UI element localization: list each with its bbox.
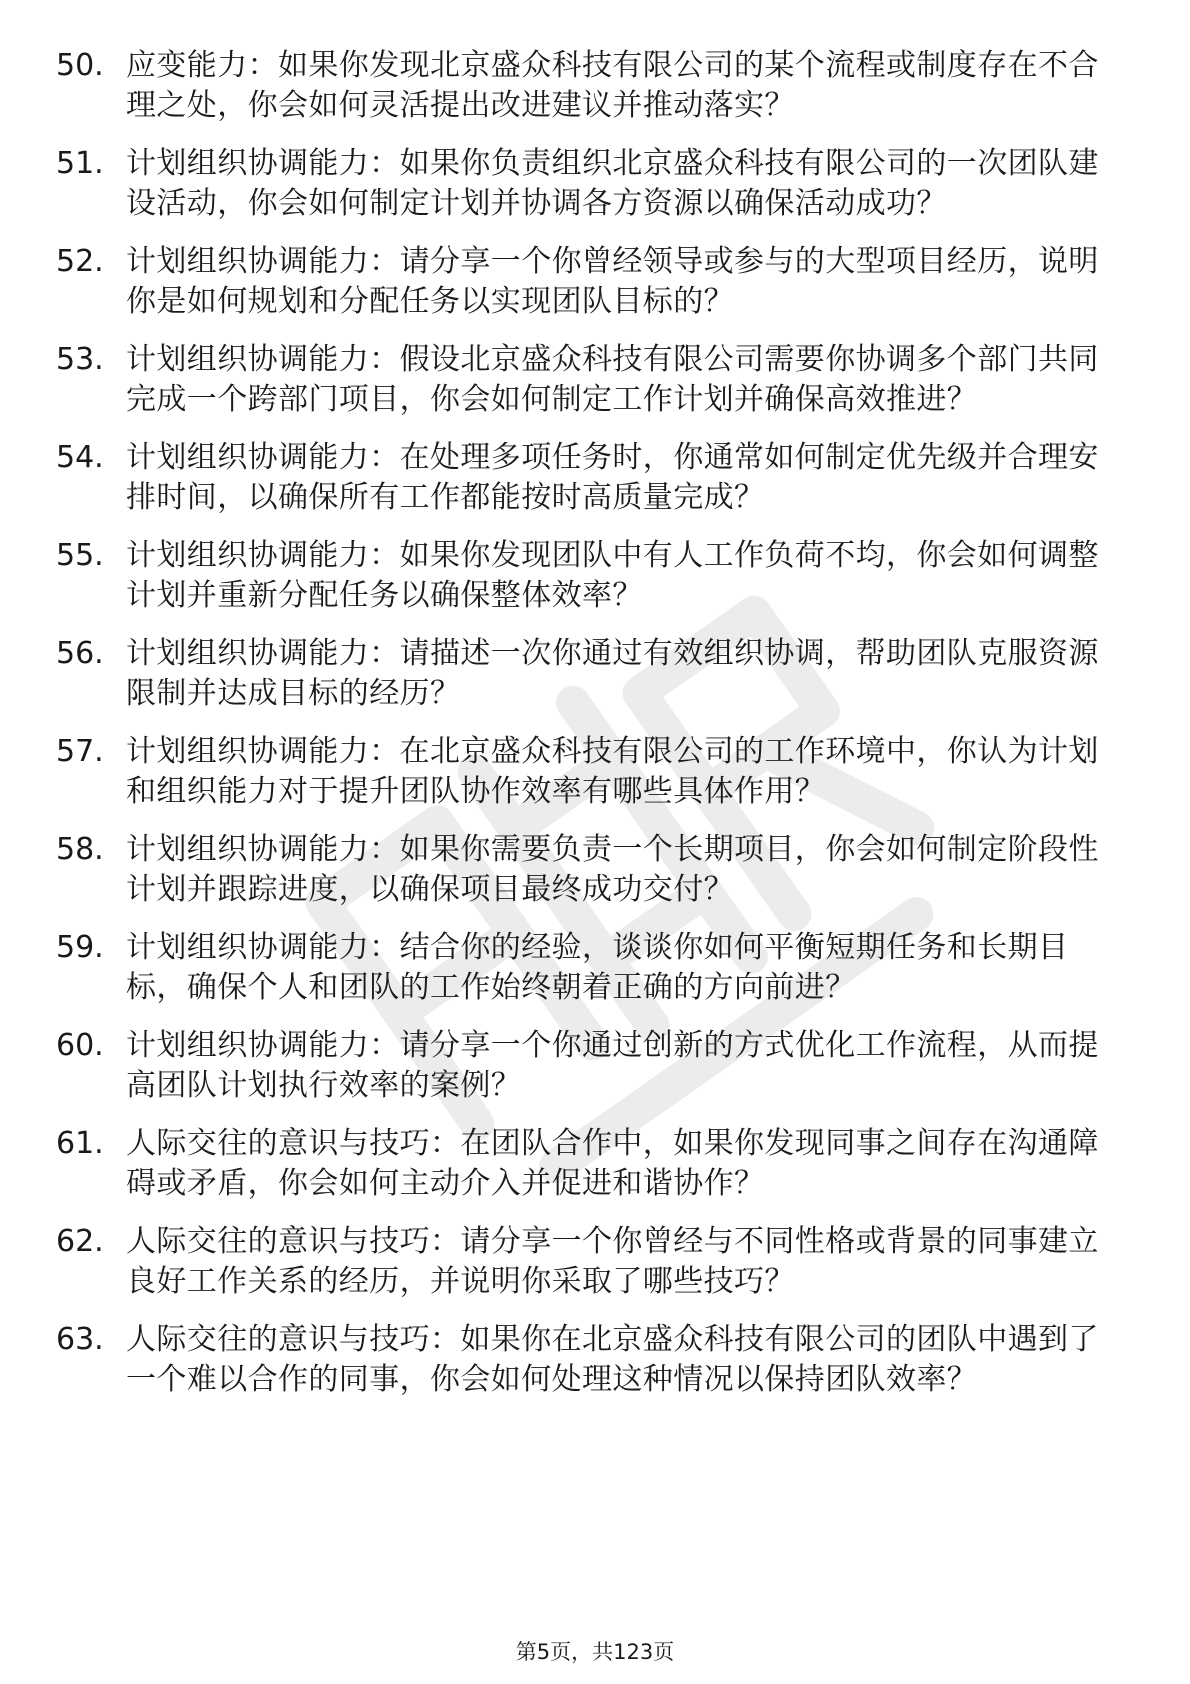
question-number: 53. xyxy=(56,342,104,377)
question-item xyxy=(56,928,1116,1008)
question-text: 计划组织协调能力：请分享一个你通过创新的方式优化工作流程，从而提高团队计划执行效率的案例？ xyxy=(126,1028,1099,1103)
question-item xyxy=(56,634,1116,714)
question-text: 计划组织协调能力：在北京盛众科技有限公司的工作环境中，你认为计划和组织能力对于提升团队协作效率有哪些具体作用？ xyxy=(126,734,1099,809)
question-text: 人际交往的意识与技巧：如果你在北京盛众科技有限公司的团队中遇到了一个难以合作的同事，你会如何处理这种情况以保持团队效率？ xyxy=(126,1322,1099,1397)
question-number: 63. xyxy=(56,1322,104,1357)
question-item xyxy=(56,46,1116,126)
question-number: 51. xyxy=(56,146,104,181)
question-text: 计划组织协调能力：结合你的经验，谈谈你如何平衡短期任务和长期目标，确保个人和团队的工作始终朝着正确的方向前进？ xyxy=(126,930,1069,1005)
question-text: 计划组织协调能力：如果你发现团队中有人工作负荷不均，你会如何调整计划并重新分配任务以确保整体效率？ xyxy=(126,538,1099,613)
question-item xyxy=(56,340,1116,420)
question-number: 60. xyxy=(56,1028,104,1063)
question-number: 52. xyxy=(56,244,104,279)
question-text: 计划组织协调能力：在处理多项任务时，你通常如何制定优先级并合理安排时间，以确保所有工作都能按时高质量完成？ xyxy=(126,440,1099,515)
question-number: 50. xyxy=(56,48,104,83)
question-text: 计划组织协调能力：请描述一次你通过有效组织协调，帮助团队克服资源限制并达成目标的经历？ xyxy=(126,636,1099,711)
question-text: 计划组织协调能力：请分享一个你曾经领导或参与的大型项目经历，说明你是如何规划和分配任务以实现团队目标的？ xyxy=(126,244,1099,319)
question-item xyxy=(56,1222,1116,1302)
question-item xyxy=(56,1124,1116,1204)
question-item xyxy=(56,144,1116,224)
question-number: 54. xyxy=(56,440,104,475)
question-number: 57. xyxy=(56,734,104,769)
question-item xyxy=(56,536,1116,616)
question-text: 计划组织协调能力：假设北京盛众科技有限公司需要你协调多个部门共同完成一个跨部门项目，你会如何制定工作计划并确保高效推进？ xyxy=(126,342,1099,417)
question-list xyxy=(56,46,1116,1418)
question-number: 56. xyxy=(56,636,104,671)
question-text: 人际交往的意识与技巧：请分享一个你曾经与不同性格或背景的同事建立良好工作关系的经历，并说明你采取了哪些技巧？ xyxy=(126,1224,1099,1299)
question-number: 58. xyxy=(56,832,104,867)
page-number-label: 第5页，共123页 xyxy=(515,1640,675,1664)
question-item xyxy=(56,1026,1116,1106)
question-item xyxy=(56,830,1116,910)
question-number: 62. xyxy=(56,1224,104,1259)
question-text: 计划组织协调能力：如果你需要负责一个长期项目，你会如何制定阶段性计划并跟踪进度，以确保项目最终成功交付？ xyxy=(126,832,1099,907)
question-text: 人际交往的意识与技巧：在团队合作中，如果你发现同事之间存在沟通障碍或矛盾，你会如何主动介入并促进和谐协作？ xyxy=(126,1126,1099,1201)
question-item xyxy=(56,732,1116,812)
question-text: 计划组织协调能力：如果你负责组织北京盛众科技有限公司的一次团队建设活动，你会如何制定计划并协调各方资源以确保活动成功？ xyxy=(126,146,1099,221)
question-item xyxy=(56,438,1116,518)
question-item xyxy=(56,242,1116,322)
question-number: 61. xyxy=(56,1126,104,1161)
question-text: 应变能力：如果你发现北京盛众科技有限公司的某个流程或制度存在不合理之处，你会如何灵活提出改进建议并推动落实？ xyxy=(126,48,1099,123)
question-number: 59. xyxy=(56,930,104,965)
question-item xyxy=(56,1320,1116,1400)
page-footer xyxy=(0,1638,1190,1666)
question-number: 55. xyxy=(56,538,104,573)
